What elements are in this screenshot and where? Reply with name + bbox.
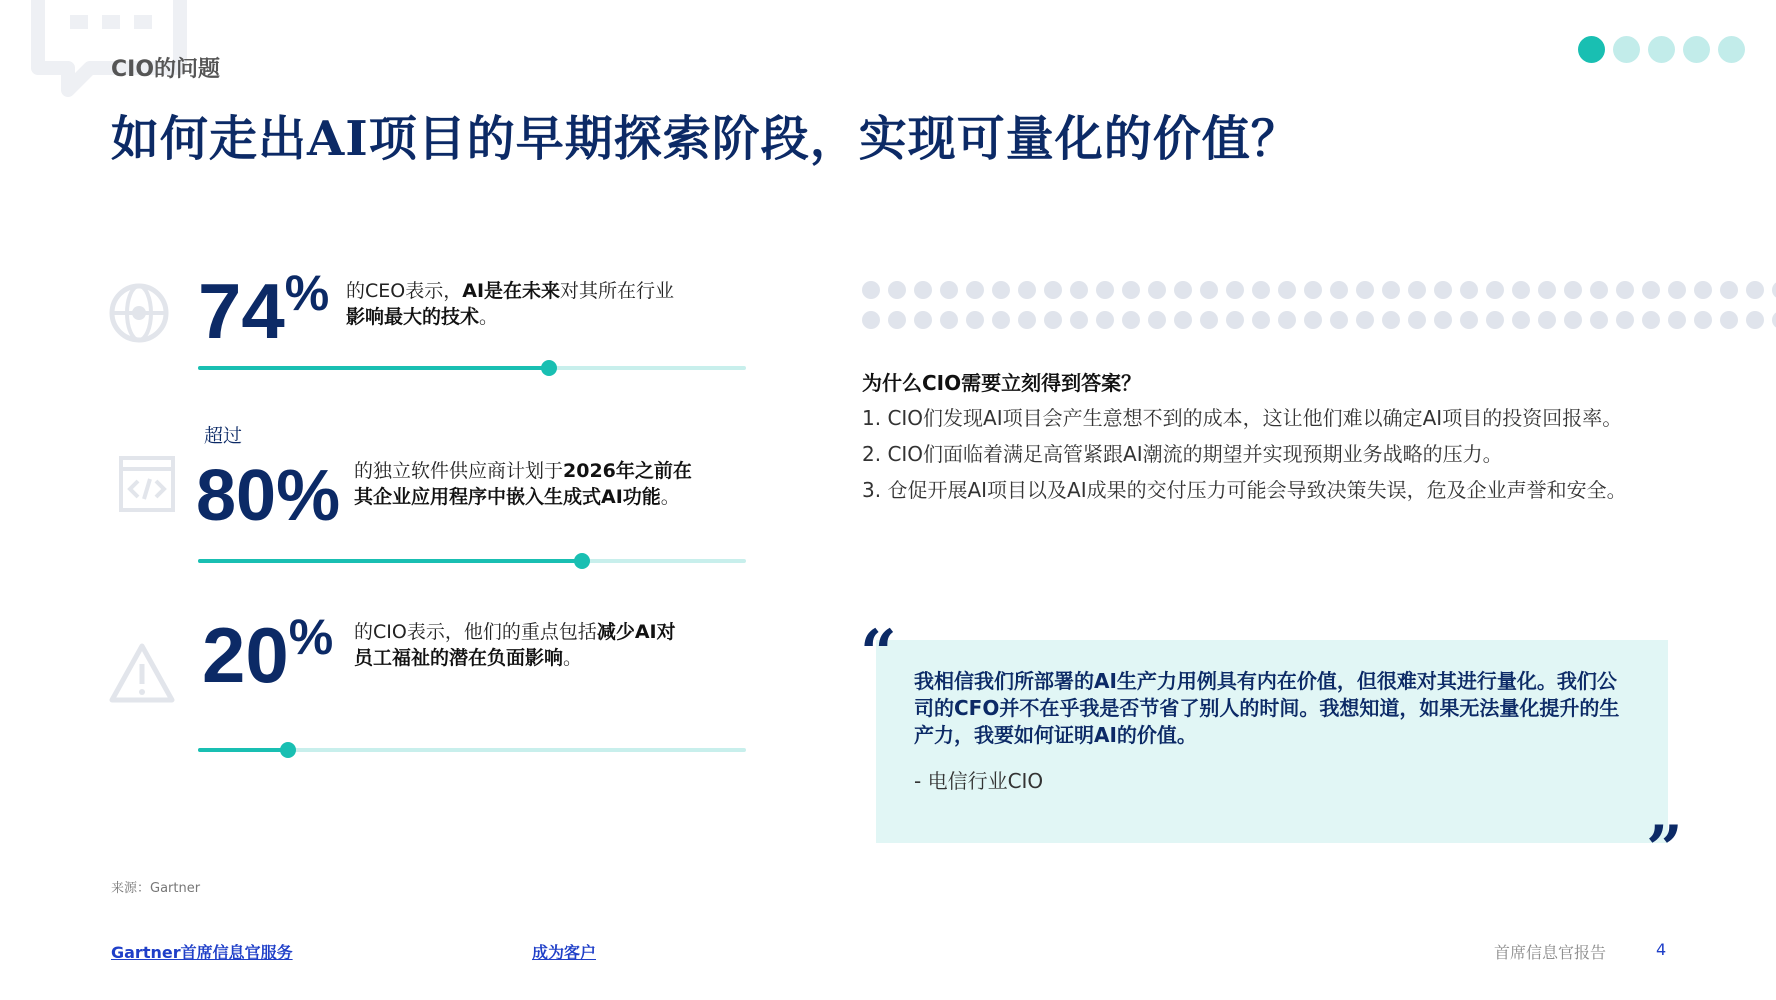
decorative-dot: [1252, 281, 1270, 299]
stat-percent-sign: %: [284, 265, 330, 321]
page-dot-active: [1578, 36, 1605, 63]
decorative-dot: [1512, 311, 1530, 329]
page-dot: [1613, 36, 1640, 63]
stat-number: 80: [196, 456, 277, 536]
decorative-dot: [1148, 311, 1166, 329]
decorative-dot: [992, 311, 1010, 329]
stat-value-isv: [196, 456, 341, 536]
stat-description-ceo: [346, 278, 716, 330]
stat-text-part: 。: [563, 647, 583, 669]
decorative-dot: [1382, 311, 1400, 329]
decorative-dot: [862, 311, 880, 329]
decorative-dot: [1304, 281, 1322, 299]
stat-text-emphasis: 减少AI对: [596, 621, 676, 643]
decorative-dot: [1772, 311, 1776, 329]
stat-progress-knob: [280, 742, 296, 758]
page-dot: [1718, 36, 1745, 63]
decorative-dot: [1460, 311, 1478, 329]
warning-icon: [108, 642, 176, 704]
decorative-dot: [1486, 281, 1504, 299]
decorative-dot: [1018, 281, 1036, 299]
decorative-dot: [1096, 311, 1114, 329]
decorative-dot: [1096, 281, 1114, 299]
stat-progress-fill: [198, 366, 549, 370]
cio-service-link[interactable]: Gartner首席信息官服务: [111, 943, 293, 962]
report-name: 首席信息官报告: [1494, 943, 1607, 962]
speech-bubble-watermark-icon: [30, 0, 190, 100]
source-note: 来源：Gartner: [111, 881, 201, 896]
stat-text-emphasis: 影响最大的技术: [346, 306, 480, 328]
decorative-dot: [862, 281, 880, 299]
decorative-dot: [888, 311, 906, 329]
decorative-dot: [1330, 281, 1348, 299]
stat-percent-sign: %: [276, 456, 341, 536]
stat-prefix: 超过: [204, 425, 243, 447]
decorative-dot: [1590, 281, 1608, 299]
decorative-dot: [1200, 281, 1218, 299]
decorative-dot: [888, 281, 906, 299]
decorative-dot: [1460, 281, 1478, 299]
stat-description-isv: [354, 458, 724, 510]
page-number: 4: [1656, 940, 1667, 959]
stat-progress-fill: [198, 748, 288, 752]
decorative-dot: [940, 311, 958, 329]
decorative-dot: [1694, 311, 1712, 329]
decorative-dot: [1746, 311, 1764, 329]
decorative-dot: [1668, 281, 1686, 299]
page-dot: [1648, 36, 1675, 63]
decorative-dot: [1044, 281, 1062, 299]
decorative-dot: [1278, 311, 1296, 329]
decorative-dot: [1434, 281, 1452, 299]
decorative-dot: [1018, 311, 1036, 329]
stat-value-cio: [202, 609, 334, 699]
decorative-dot: [1538, 281, 1556, 299]
decorative-dot: [1070, 311, 1088, 329]
decorative-dot: [1538, 311, 1556, 329]
stat-text-part: 。: [479, 306, 499, 328]
stat-text-part: 的CIO表示，他们的重点包括: [354, 621, 597, 643]
decorative-dot: [1070, 281, 1088, 299]
stat-number: 74: [198, 267, 285, 355]
decorative-dot: [1642, 311, 1660, 329]
decorative-dot: [1122, 311, 1140, 329]
decorative-dot: [1564, 281, 1582, 299]
why-heading: 为什么CIO需要立刻得到答案？: [862, 371, 1142, 395]
stat-text-part: 对其所在行业: [560, 280, 675, 302]
stat-progress-fill: [198, 559, 582, 563]
decorative-dot: [1174, 311, 1192, 329]
decorative-dot: [1408, 281, 1426, 299]
decorative-dot: [1278, 281, 1296, 299]
stat-value-ceo: [198, 265, 330, 355]
open-quote-icon: “: [860, 616, 897, 691]
stat-description-cio: [354, 619, 724, 671]
decorative-dot: [1434, 311, 1452, 329]
decorative-dot: [1746, 281, 1764, 299]
decorative-dot: [966, 311, 984, 329]
page-title: 如何走出AI项目的早期探索阶段，实现可量化的价值？: [111, 111, 1300, 167]
decorative-dot: [1304, 311, 1322, 329]
quote-text: 我相信我们所部署的AI生产力用例具有内在价值，但很难对其进行量化。我们公司的CFO并不在乎我是否节省了别人的时间。我想知道，如果无法量化提升的生产力，我要如何证明AI的价值。: [914, 669, 1620, 747]
list-item: 2. CIO们面临着满足高管紧跟AI潮流的期望并实现预期业务战略的压力。: [862, 442, 1503, 466]
decorative-dot: [1356, 311, 1374, 329]
page-dot: [1683, 36, 1710, 63]
stat-percent-sign: %: [288, 609, 334, 665]
decorative-dot: [1252, 311, 1270, 329]
section-label: CIO的问题: [111, 57, 221, 82]
decorative-dot: [1356, 281, 1374, 299]
stat-text-emphasis: 2026年之前在: [563, 460, 692, 482]
page-progress-dots: [1578, 36, 1745, 63]
decorative-dot: [1174, 281, 1192, 299]
decorative-dot: [966, 281, 984, 299]
stat-text-emphasis: 员工福祉的潜在负面影响: [354, 647, 564, 669]
dot-row: [862, 281, 1776, 299]
decorative-dot: [1720, 311, 1738, 329]
decorative-dot: [1200, 311, 1218, 329]
decorative-dot: [1668, 311, 1686, 329]
stat-text-part: 。: [660, 486, 680, 508]
decorative-dot: [1642, 281, 1660, 299]
decorative-dot: [1720, 281, 1738, 299]
stat-progress-knob: [574, 553, 590, 569]
decorative-dot: [1772, 281, 1776, 299]
stat-text-part: 的独立软件供应商计划于: [354, 460, 564, 482]
decorative-dot: [1590, 311, 1608, 329]
code-window-icon: [118, 455, 176, 513]
decorative-dot: [1330, 311, 1348, 329]
decorative-dot: [1226, 311, 1244, 329]
stat-progress-knob: [541, 360, 557, 376]
decorative-dot-grid: [862, 281, 1776, 341]
stat-text-emphasis: AI是在未来: [462, 280, 561, 302]
decorative-dot: [914, 281, 932, 299]
stat-progress-bar: [198, 366, 746, 370]
stat-number: 20: [202, 611, 289, 699]
stat-text-emphasis: 其企业应用程序中嵌入生成式AI功能: [354, 486, 661, 508]
decorative-dot: [1044, 311, 1062, 329]
stat-progress-bar: [198, 748, 746, 752]
dot-row: [862, 311, 1776, 329]
decorative-dot: [1486, 311, 1504, 329]
decorative-dot: [1122, 281, 1140, 299]
globe-icon: [108, 282, 170, 344]
decorative-dot: [1408, 311, 1426, 329]
decorative-dot: [940, 281, 958, 299]
decorative-dot: [1694, 281, 1712, 299]
why-list: [862, 400, 1627, 508]
stat-text-part: 的CEO表示，: [346, 280, 463, 302]
list-item: 3. 仓促开展AI项目以及AI成果的交付压力可能会导致决策失误，危及企业声誉和安全。: [862, 478, 1627, 502]
decorative-dot: [1148, 281, 1166, 299]
decorative-dot: [1382, 281, 1400, 299]
decorative-dot: [1512, 281, 1530, 299]
decorative-dot: [1226, 281, 1244, 299]
close-quote-icon: ”: [1646, 812, 1683, 887]
list-item: 1. CIO们发现AI项目会产生意想不到的成本，这让他们难以确定AI项目的投资回报率。: [862, 406, 1623, 430]
stat-progress-bar: [198, 559, 746, 563]
decorative-dot: [1616, 311, 1634, 329]
decorative-dot: [914, 311, 932, 329]
quote-author: - 电信行业CIO: [914, 769, 1044, 793]
become-client-link[interactable]: 成为客户: [532, 943, 597, 962]
decorative-dot: [1616, 281, 1634, 299]
decorative-dot: [1564, 311, 1582, 329]
decorative-dot: [992, 281, 1010, 299]
